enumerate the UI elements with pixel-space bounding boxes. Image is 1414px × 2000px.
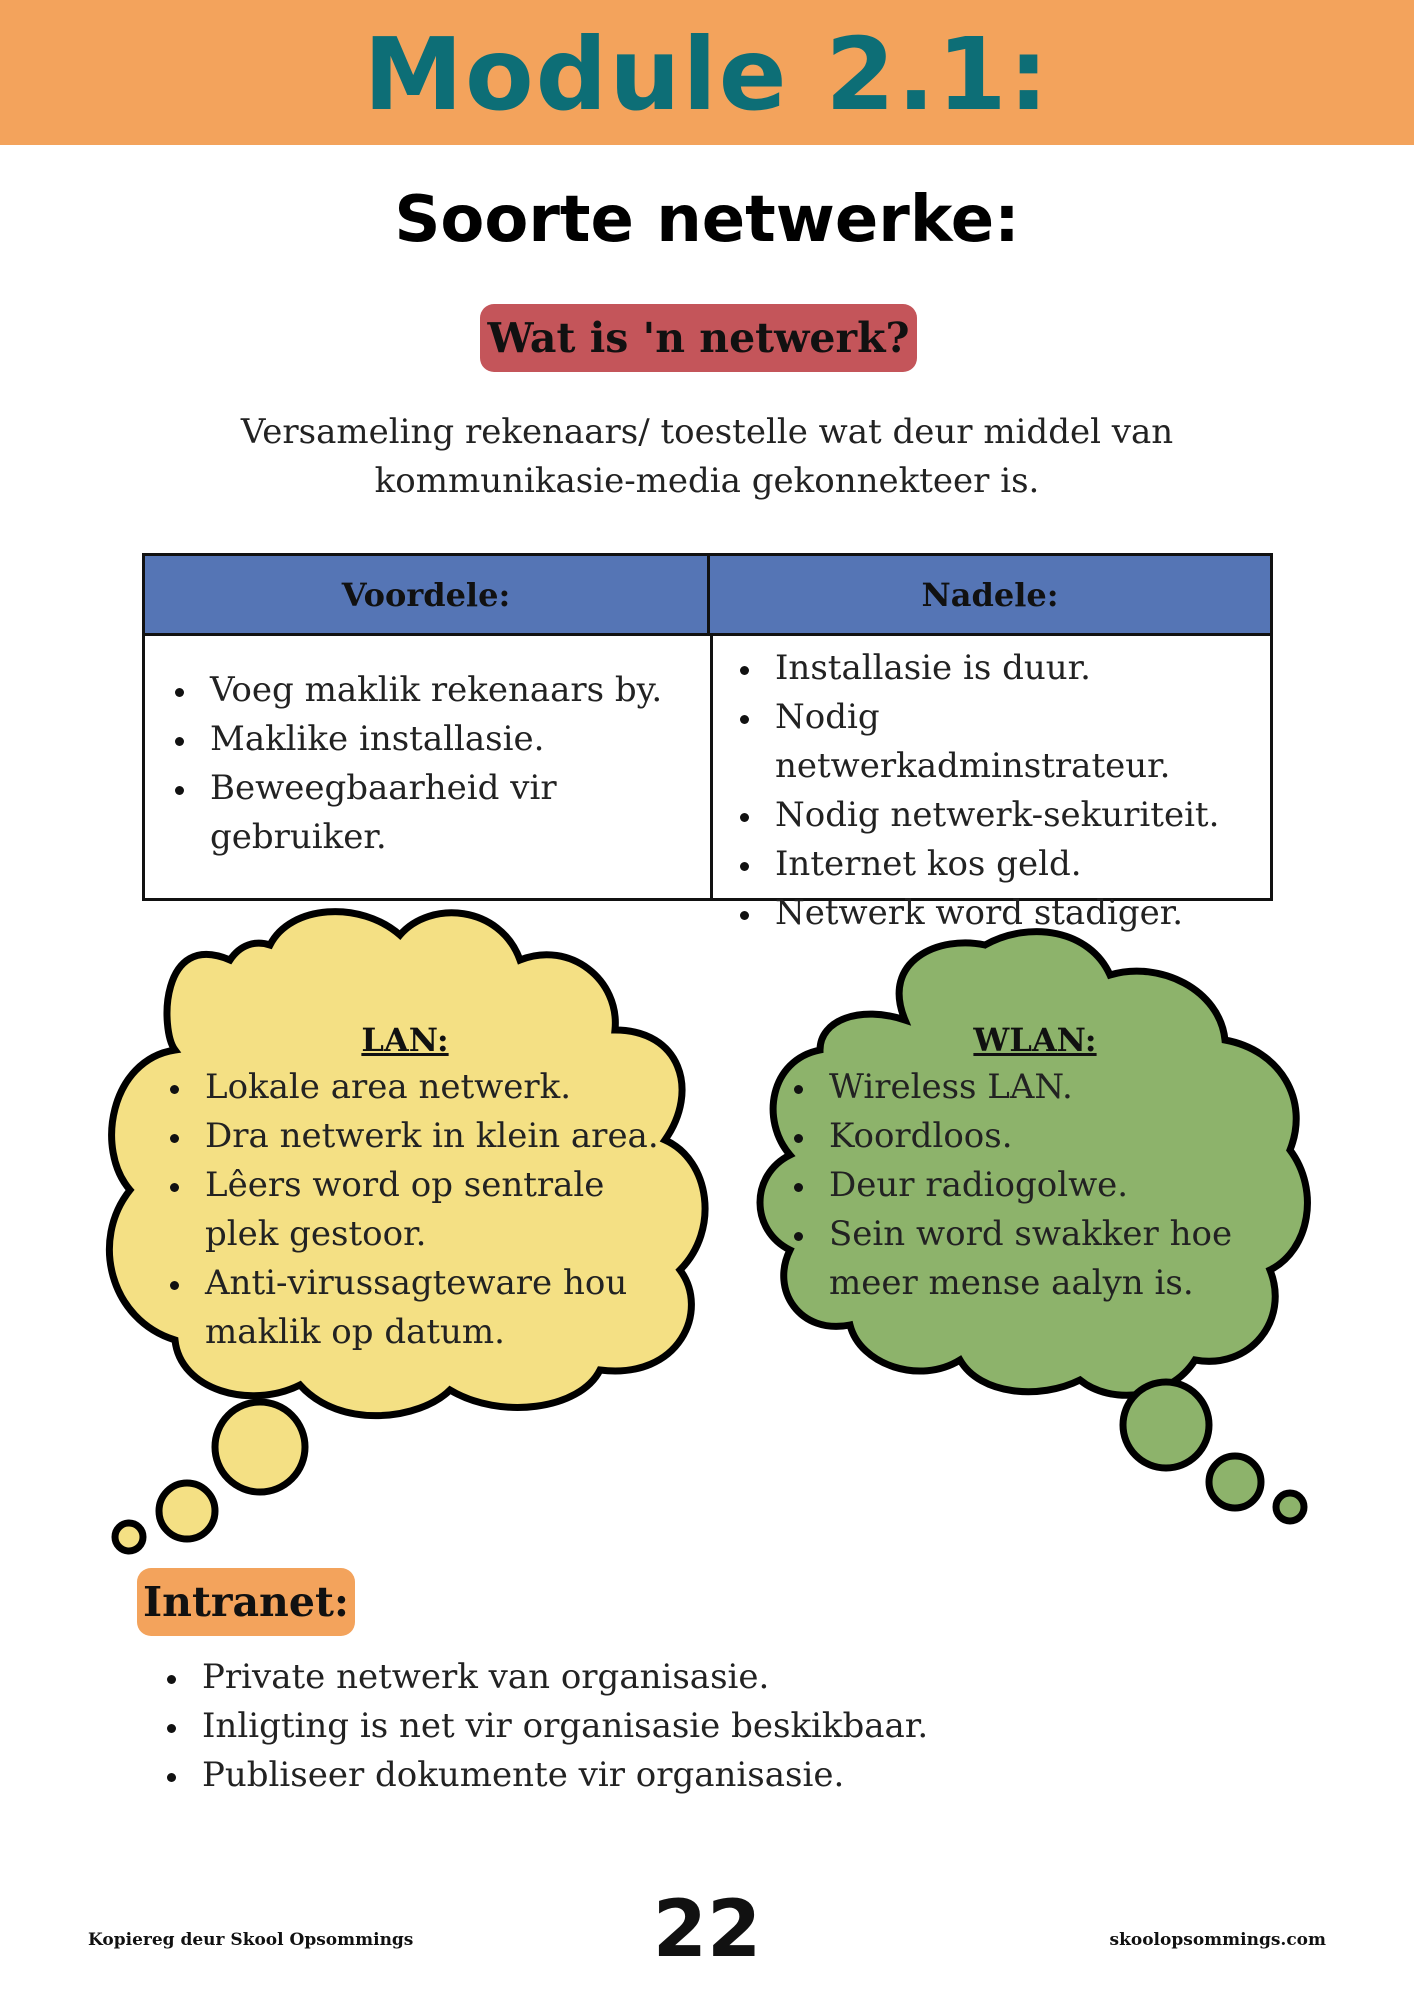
definition-line-1: Versameling rekenaars/ toestelle wat deur middel van [240, 412, 1174, 452]
lan-item: Dra netwerk in klein area. [160, 1112, 680, 1161]
wlan-item: Wireless LAN. [784, 1063, 1264, 1112]
wlan-item: Deur radiogolwe. [784, 1161, 1264, 1210]
lan-item: Lêers word op sentrale plek gestoor. [160, 1161, 680, 1259]
definition-line-2: kommunikasie-media gekonnekteer is. [374, 461, 1040, 501]
wlan-title: WLAN: [973, 1021, 1097, 1059]
website-text: skoolopsommings.com [1109, 1930, 1326, 1950]
cons-header: Nadele: [710, 556, 1270, 636]
intranet-item: Private netwerk van organisasie. [157, 1653, 1157, 1702]
cons-item: Netwerk word stadiger. [730, 889, 1275, 938]
wlan-item: Koordloos. [784, 1112, 1264, 1161]
pros-item: Beweegbaarheid vir gebruiker. [165, 764, 705, 862]
lan-item: Anti-virussagteware hou maklik op datum. [160, 1259, 680, 1357]
cons-item: Internet kos geld. [730, 840, 1275, 889]
question-badge: Wat is 'n netwerk? [480, 304, 917, 372]
pros-item: Voeg maklik rekenaars by. [165, 666, 705, 715]
page-subtitle: Soorte netwerke: [394, 183, 1020, 257]
wlan-item: Sein word swakker hoe meer mense aalyn is. [784, 1210, 1264, 1308]
wlan-list [784, 1063, 1264, 1308]
intranet-badge: Intranet: [137, 1568, 355, 1636]
intranet-list [157, 1653, 1157, 1800]
lan-item: Lokale area netwerk. [160, 1063, 680, 1112]
cons-item: Installasie is duur. [730, 644, 1275, 693]
intranet-item: Inligting is net vir organisasie beskikbaar. [157, 1702, 1157, 1751]
pros-item: Maklike installasie. [165, 715, 705, 764]
lan-list [160, 1063, 680, 1357]
pros-header: Voordele: [145, 556, 710, 636]
page-number: 22 [652, 1885, 762, 1975]
copyright-text: Kopiereg deur Skool Opsommings [88, 1930, 414, 1950]
cons-item: Nodig netwerkadminstrateur. [730, 693, 1275, 791]
cons-item: Nodig netwerk-sekuriteit. [730, 791, 1275, 840]
lan-title: LAN: [361, 1021, 449, 1059]
module-title: Module 2.1: [363, 16, 1051, 133]
intranet-item: Publiseer dokumente vir organisasie. [157, 1751, 1157, 1800]
